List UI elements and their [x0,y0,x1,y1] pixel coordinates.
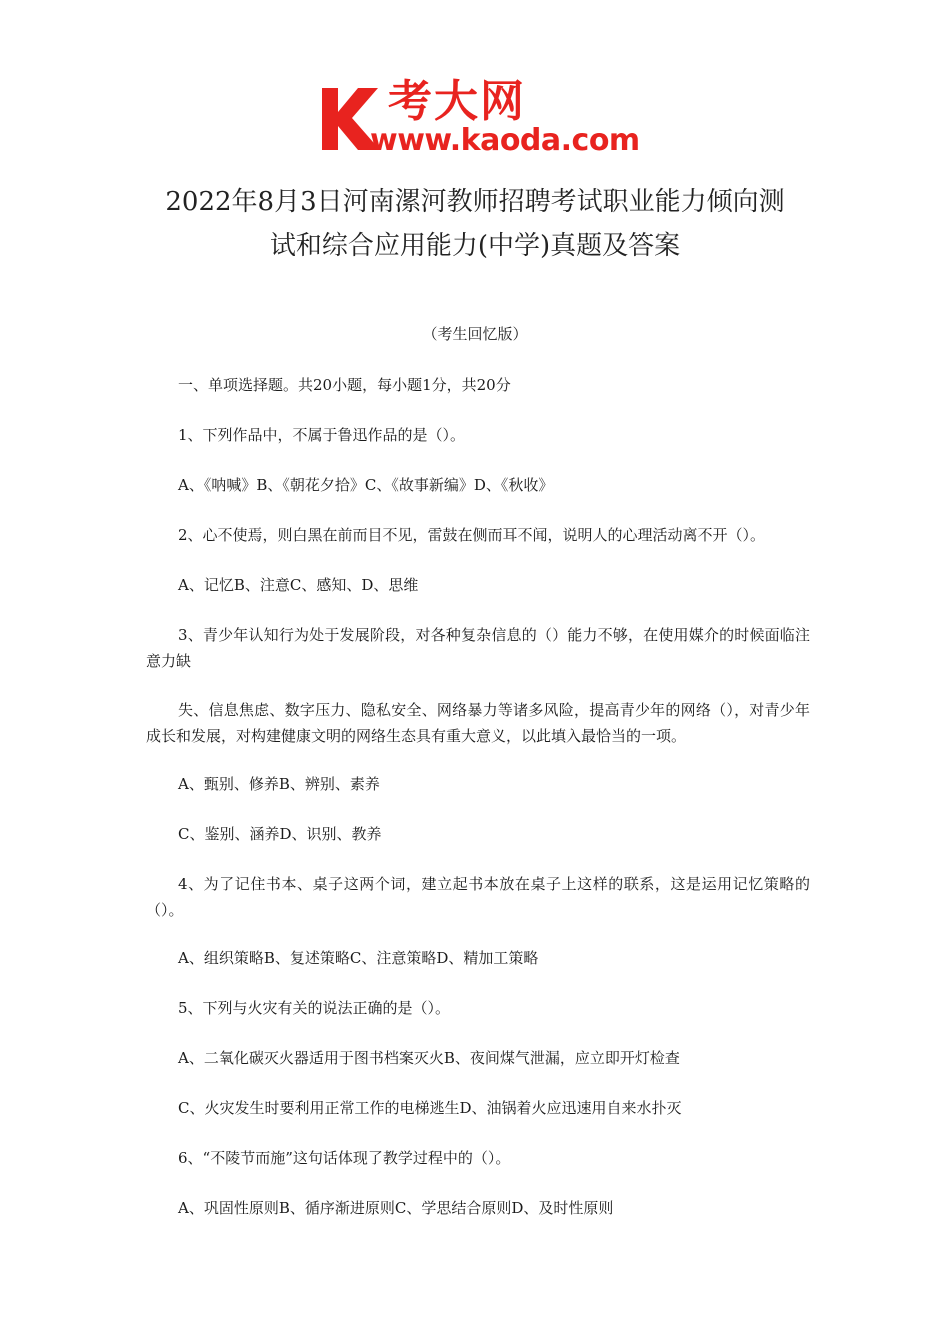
document-subtitle: （考生回忆版） [422,325,528,343]
question-6-options: A、巩固性原则B、循序渐进原则C、学思结合原则D、及时性原则 [178,1199,614,1217]
question-4-options: A、组织策略B、复述策略C、注意策略D、精加工策略 [178,949,539,967]
question-2-options: A、记忆B、注意C、感知、D、思维 [178,576,419,594]
document-title [150,180,800,268]
question-5: 5、下列与火灾有关的说法正确的是（）。 [178,999,451,1017]
question-3-part-1: 3、青少年认知行为处于发展阶段，对各种复杂信息的（）能力不够，在使用媒介的时候面临注意力缺 [146,626,810,670]
logo-url-text: www.kaoda.com [370,123,640,158]
question-4: 4、为了记住书本、桌子这两个词，建立起书本放在桌子上这样的联系，这是运用记忆策略的（）。 [146,875,810,919]
kaoda-logo [318,78,640,160]
title-line-2: 试和综合应用能力(中学)真题及答案 [269,231,681,261]
section-heading: 一、单项选择题。共20小题，每小题1分，共20分 [178,376,511,394]
question-3-options-ab: A、甄别、修养B、辨别、素养 [178,775,380,793]
question-3-options-cd: C、鉴别、涵养D、识别、教养 [178,825,382,843]
question-1: 1、下列作品中，不属于鲁迅作品的是（）。 [178,426,466,444]
question-5-options-ab: A、二氧化碳灭火器适用于图书档案灭火B、夜间煤气泄漏，应立即开灯检查 [178,1049,680,1067]
logo-brand-text: 考大网 [388,76,526,127]
question-6: 6、“不陵节而施”这句话体现了教学过程中的（）。 [178,1149,511,1167]
question-1-options: A、《呐喊》B、《朝花夕拾》C、《故事新编》D、《秋收》 [178,476,554,494]
title-line-1: 2022年8月3日河南漯河教师招聘考试职业能力倾向测 [165,187,785,217]
question-5-options-cd: C、火灾发生时要利用正常工作的电梯逃生D、油锅着火应迅速用自来水扑灭 [178,1099,682,1117]
question-3-part-2: 失、信息焦虑、数字压力、隐私安全、网络暴力等诸多风险，提高青少年的网络（），对青少年成长和发展，对构建健康文明的网络生态具有重大意义，以此填入最恰当的一项。 [146,701,810,745]
question-2: 2、心不使焉，则白黑在前而目不见，雷鼓在侧而耳不闻，说明人的心理活动离不开（）。 [178,526,766,544]
